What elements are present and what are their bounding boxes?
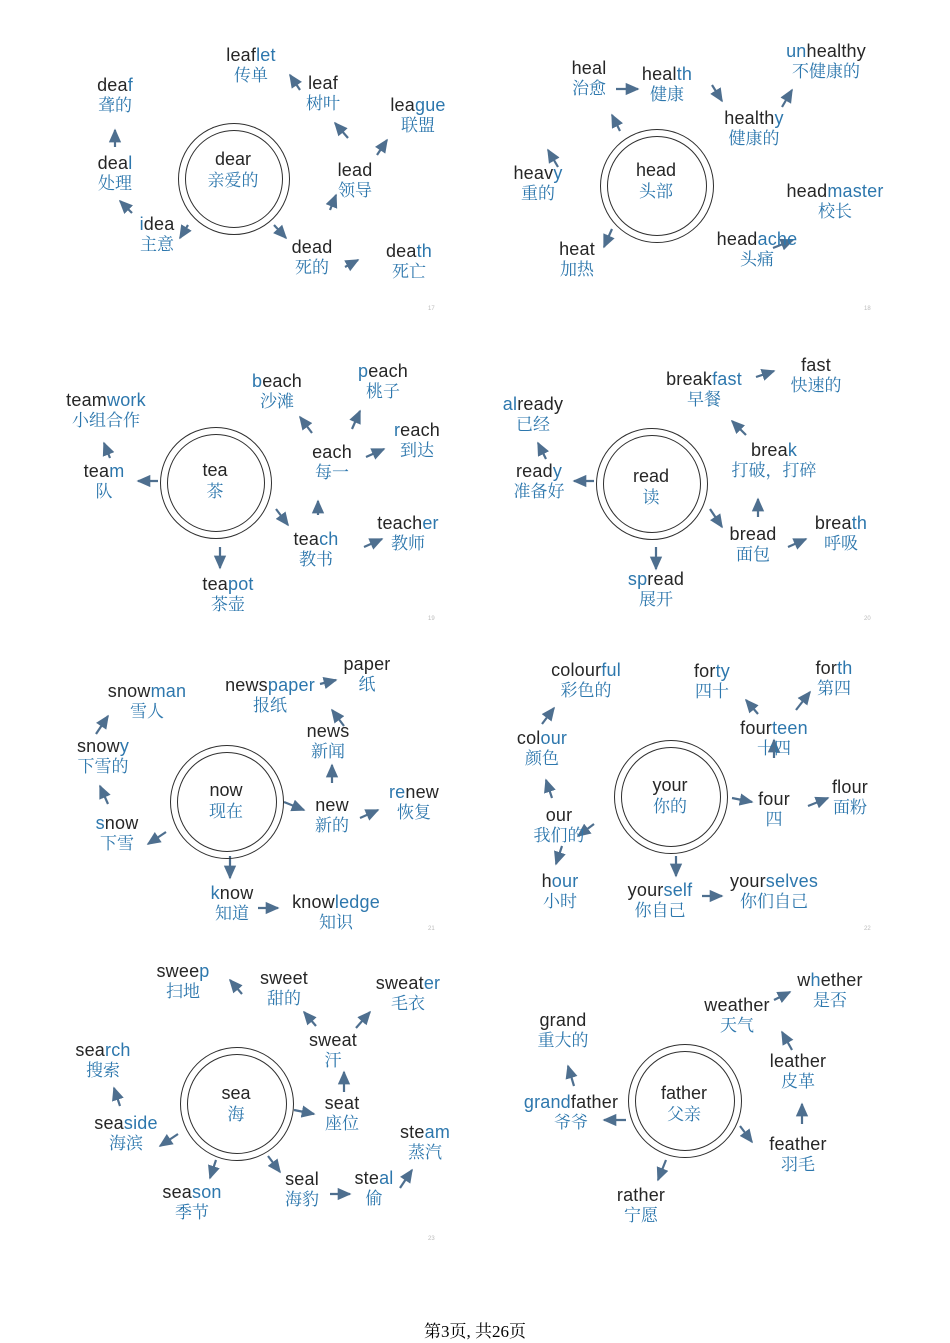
word-grandfather: grandfather 爷爷 (523, 1092, 619, 1133)
word-league: league 联盟 (390, 95, 446, 136)
word-unhealthy: unhealthy 不健康的 (786, 41, 866, 82)
word-seat: seat 座位 (324, 1093, 360, 1134)
word-teamwork: teamwork 小组合作 (66, 390, 146, 431)
hub-chinese: 读 (642, 488, 660, 508)
page-number: 17 (428, 306, 435, 312)
word-seal: seal 海豹 (285, 1169, 319, 1210)
word-map-your (490, 650, 920, 950)
hub-english: head (635, 160, 677, 180)
word-breath: breath 呼吸 (814, 513, 868, 554)
hub-word (634, 1082, 734, 1126)
word-map-read (490, 355, 920, 655)
word-breakfast: breakfast 早餐 (666, 369, 742, 410)
word-yourself: yourself 你自己 (627, 880, 693, 921)
word-deal: deal 处理 (97, 153, 133, 194)
hub-english: tea (202, 460, 228, 480)
word-healthy: healthy 健康的 (724, 108, 784, 149)
hub-chinese: 现在 (209, 802, 243, 822)
word-deaf: deaf 聋的 (97, 75, 133, 116)
word-newspaper: newspaper 报纸 (225, 675, 315, 716)
word-teapot: teapot 茶壶 (202, 574, 254, 615)
word-headache: headache 头痛 (716, 229, 798, 270)
hub-english: father (660, 1083, 708, 1103)
word-map-now (50, 650, 480, 950)
hub-word (620, 774, 720, 818)
word-weather: weather 天气 (704, 995, 770, 1036)
hub-word (601, 465, 701, 509)
word-news: news 新闻 (306, 721, 350, 762)
word-fast: fast 快速的 (790, 355, 842, 396)
word-peach: peach 桃子 (357, 361, 409, 402)
word-whether: whether 是否 (797, 970, 863, 1011)
word-map-tea (50, 355, 480, 655)
word-our: our 我们的 (533, 805, 585, 846)
word-colourful: colourful 彩色的 (551, 660, 621, 701)
word-colour: colour 颜色 (516, 728, 568, 769)
word-new: new 新的 (315, 795, 349, 836)
page-number: 22 (864, 926, 871, 932)
word-heavy: heavy 重的 (513, 163, 563, 204)
hub-english: now (209, 780, 243, 800)
word-reach: reach 到达 (393, 420, 441, 461)
word-renew: renew 恢复 (388, 782, 440, 823)
page-number: 20 (864, 616, 871, 622)
word-death: death 死亡 (385, 241, 433, 282)
word-flour: flour 面粉 (831, 777, 868, 818)
word-yourselves: yourselves 你们自己 (729, 871, 819, 912)
word-sweater: sweater 毛衣 (375, 973, 441, 1014)
word-headmaster: headmaster 校长 (786, 181, 884, 222)
word-map-father (490, 960, 920, 1260)
page-number: 19 (428, 616, 435, 622)
word-leather: leather 皮革 (769, 1051, 827, 1092)
word-health: health 健康 (641, 64, 693, 105)
word-map-dear (50, 35, 480, 335)
word-leaf: leaf 树叶 (306, 73, 340, 114)
word-sweat: sweat 汗 (308, 1030, 358, 1071)
hub-chinese: 父亲 (667, 1105, 701, 1125)
word-snow: snow 下雪 (95, 813, 139, 854)
hub-chinese: 茶 (206, 482, 224, 502)
hub-chinese: 头部 (639, 182, 673, 202)
word-sweep: sweep 扫地 (156, 961, 210, 1002)
word-grand: grand 重大的 (537, 1010, 589, 1051)
word-season: season 季节 (162, 1182, 222, 1223)
word-knowledge: knowledge 知识 (292, 892, 380, 933)
word-seaside: seaside 海滨 (94, 1113, 158, 1154)
word-steal: steal 偷 (354, 1168, 394, 1209)
page-number: 18 (864, 306, 871, 312)
word-rather: rather 宁愿 (616, 1185, 666, 1226)
word-each: each 每一 (312, 442, 352, 483)
hub-chinese: 亲爱的 (207, 171, 259, 191)
hub-chinese: 海 (227, 1105, 245, 1125)
word-already: already 已经 (502, 394, 564, 435)
word-bread: bread 面包 (729, 524, 777, 565)
word-break: break 打破，打碎 (731, 440, 817, 481)
hub-english: dear (214, 149, 252, 169)
word-map-sea (50, 960, 480, 1260)
word-idea: idea 主意 (139, 214, 175, 255)
word-forty: forty 四十 (693, 661, 730, 702)
word-heal: heal 治愈 (571, 58, 607, 99)
page-number: 23 (428, 1236, 435, 1242)
hub-word (183, 148, 283, 192)
word-four: four 四 (758, 789, 790, 830)
hub-english: your (652, 775, 688, 795)
word-hour: hour 小时 (541, 871, 579, 912)
hub-word (176, 779, 276, 823)
hub-word (165, 459, 265, 503)
word-feather: feather 羽毛 (769, 1134, 827, 1175)
word-ready: ready 准备好 (513, 461, 565, 502)
word-forth: forth 第四 (815, 658, 853, 699)
word-team: team 队 (83, 461, 125, 502)
word-steam: steam 蒸汽 (399, 1122, 451, 1163)
hub-word (186, 1082, 286, 1126)
word-lead: lead 领导 (337, 160, 373, 201)
word-snowy: snowy 下雪的 (76, 736, 130, 777)
word-sweet: sweet 甜的 (259, 968, 309, 1009)
hub-word (606, 159, 706, 203)
page-footer: 第3页, 共26页 (424, 1322, 526, 1341)
word-heat: heat 加热 (559, 239, 595, 280)
word-search: search 搜索 (75, 1040, 131, 1081)
word-leaflet: leaflet 传单 (226, 45, 276, 86)
word-teacher: teacher 教师 (377, 513, 439, 554)
hub-english: read (632, 466, 670, 486)
word-beach: beach 沙滩 (251, 371, 303, 412)
word-fourteen: fourteen 十四 (740, 718, 808, 759)
word-know: know 知道 (210, 883, 254, 924)
word-spread: spread 展开 (627, 569, 685, 610)
hub-english: sea (221, 1083, 251, 1103)
word-paper: paper 纸 (343, 654, 391, 695)
word-snowman: snowman 雪人 (107, 681, 187, 722)
hub-chinese: 你的 (653, 797, 687, 817)
word-map-head (490, 35, 920, 335)
word-teach: teach 教书 (293, 529, 339, 570)
page-number: 21 (428, 926, 435, 932)
word-dead: dead 死的 (291, 237, 333, 278)
